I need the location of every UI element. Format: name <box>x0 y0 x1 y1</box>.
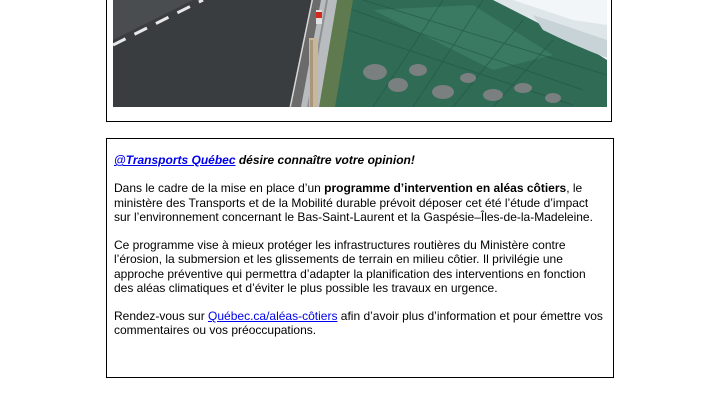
para3-before: Rendez-vous sur <box>114 309 209 324</box>
para1-bold: programme d’intervention en aléas côtiers <box>324 181 567 196</box>
aleas-cotiers-link[interactable]: Québec.ca/aléas-côtiers <box>208 309 338 324</box>
photo-frame <box>106 0 612 122</box>
para1-before: Dans le cadre de la mise en place d’un <box>114 181 325 196</box>
headline-text: désire connaître votre opinion! <box>235 153 415 167</box>
coastal-road-photo <box>113 0 607 107</box>
notice-headline <box>114 153 605 167</box>
notice-paragraph-2: Ce programme vise à mieux protéger les infrastructures routières du Ministère contre l’érosion, la submersion et les glissements de terrain en milieu côtier. Il privilégie une approche préventive qui permettra d’adapter la planification des interventions en fonction des aléas climatiques et d’éviter le plus possible les travaux en urgence. <box>114 238 586 295</box>
public-notice-box <box>106 138 614 378</box>
transports-quebec-link[interactable]: @Transports Québec <box>114 153 236 167</box>
notice-paragraph-3 <box>114 309 605 337</box>
para1-after: , le ministère des Transports et de la Mobilité durable prévoit déposer cet été l’étude d’impact sur l’environnement concernant le Bas-Saint-Laurent et la Gaspésie–Îles-de-la-Madeleine. <box>114 181 593 224</box>
notice-paragraph-1 <box>114 181 605 224</box>
para3-after: afin d’avoir plus d’information et pour émettre vos commentaires ou vos préoccupations. <box>114 309 603 338</box>
